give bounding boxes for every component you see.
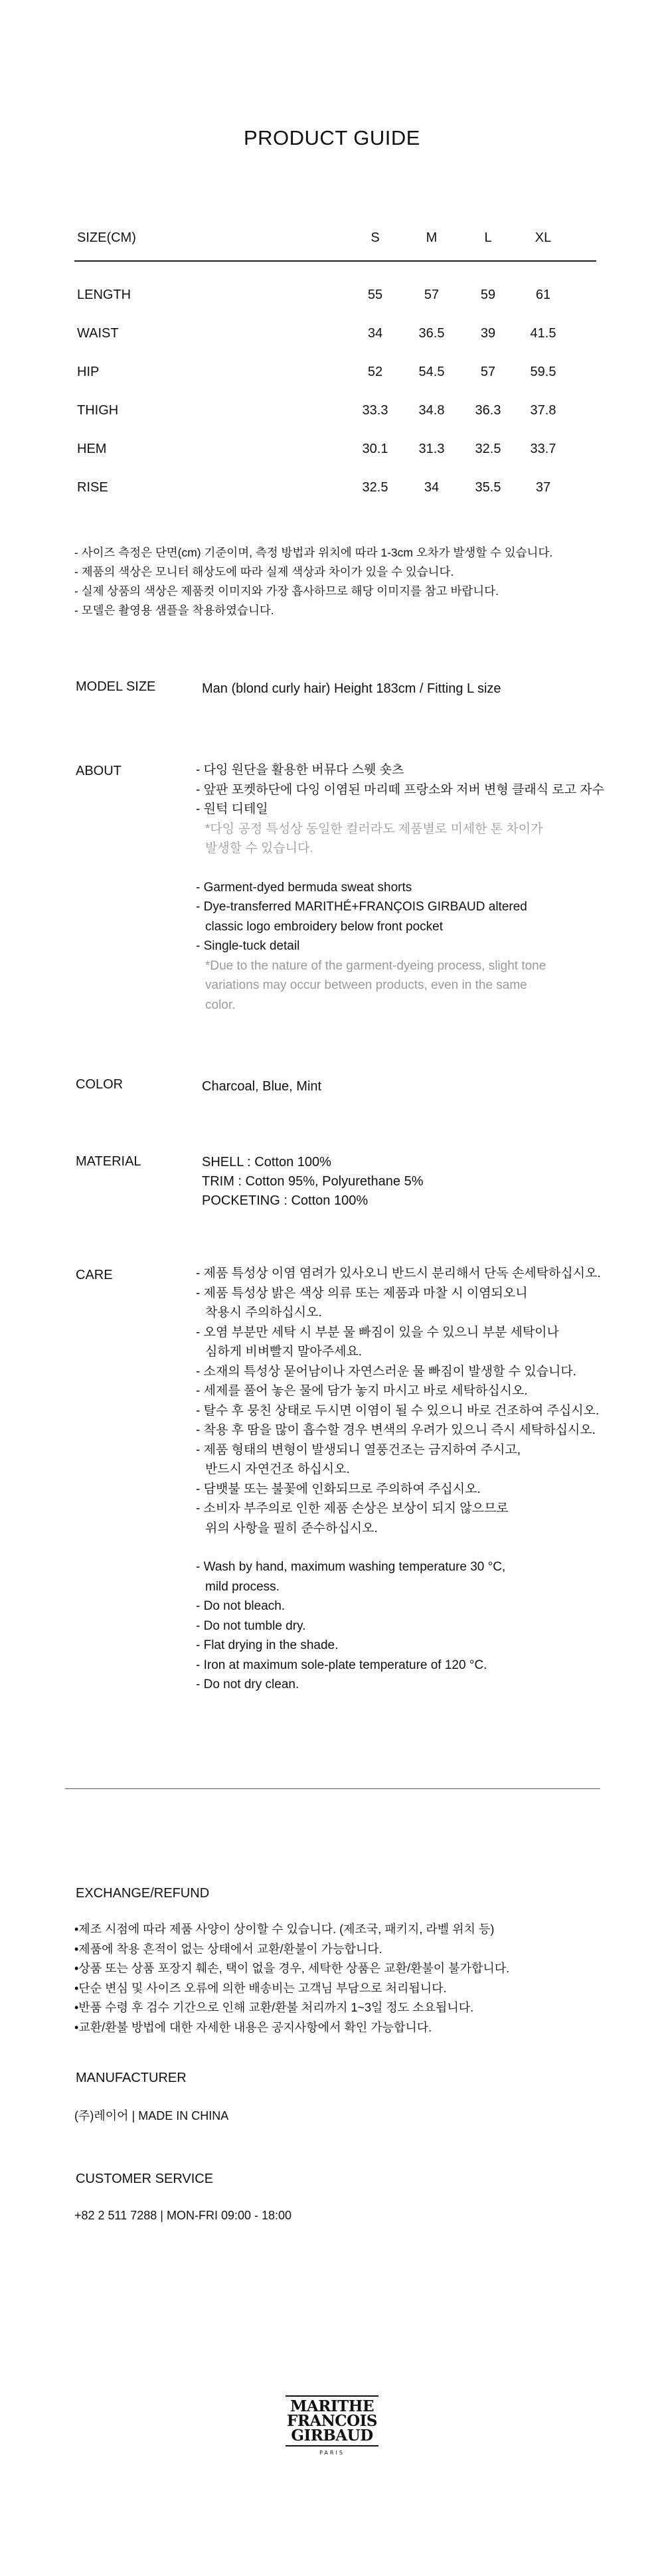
about-en-line: - Garment-dyed bermuda sweat shorts xyxy=(196,880,412,895)
exchange-line: •반품 수령 후 검수 기간으로 인해 교환/환불 처리까지 1~3일 정도 소요됩니다. xyxy=(74,2001,474,2014)
cell-m: 54.5 xyxy=(418,365,445,379)
color-label: COLOR xyxy=(76,1077,124,1092)
table-row xyxy=(74,480,596,519)
row-label: RISE xyxy=(77,480,108,495)
about-ko-line: - 다잉 원단을 활용한 버뮤다 스웻 숏츠 xyxy=(196,763,404,777)
about-en-note: color. xyxy=(205,997,236,1012)
care-en-line: - Do not bleach. xyxy=(196,1599,286,1613)
about-en-line: - Single-tuck detail xyxy=(196,939,300,953)
color-value: Charcoal, Blue, Mint xyxy=(202,1079,322,1094)
exchange-line: •제품에 착용 흔적이 없는 상태에서 교환/환불이 가능합니다. xyxy=(74,1942,382,1956)
cell-m: 34.8 xyxy=(418,403,445,418)
care-ko-line: - 담뱃불 또는 불꽃에 인화되므로 주의하여 주십시오. xyxy=(196,1482,481,1496)
cell-xl: 61 xyxy=(535,288,551,302)
about-en-note: variations may occur between products, even in the same xyxy=(205,978,527,992)
about-ko-note: 발생할 수 있습니다. xyxy=(205,841,313,855)
cell-s: 30.1 xyxy=(362,442,388,456)
care-ko-line: - 소비자 부주의로 인한 제품 손상은 보상이 되지 않으므로 xyxy=(196,1502,509,1515)
row-label: THIGH xyxy=(77,403,119,418)
cell-l: 39 xyxy=(480,326,496,341)
table-row xyxy=(74,326,596,365)
size-table-header xyxy=(74,230,596,288)
header-m: M xyxy=(426,230,438,245)
care-en-line: mild process. xyxy=(205,1579,280,1594)
care-ko-line: 심하게 비벼빨지 말아주세요. xyxy=(205,1345,363,1359)
cell-m: 31.3 xyxy=(418,442,445,456)
table-row xyxy=(74,288,596,326)
cell-l: 32.5 xyxy=(475,442,501,456)
exchange-line: •제조 시점에 따라 제품 사양이 상이할 수 있습니다. (제조국, 패키지, 라벨 위치 등) xyxy=(74,1923,495,1936)
care-en-line: - Wash by hand, maximum washing temperature 30 °C, xyxy=(196,1560,506,1574)
header-s: S xyxy=(371,230,380,245)
care-en-line: - Do not dry clean. xyxy=(196,1677,299,1691)
about-ko-line: - 앞판 포켓하단에 다잉 이염된 마리떼 프랑소와 저버 변형 클래식 로고 자수 xyxy=(196,782,605,797)
about-ko-note: *다잉 공정 특성상 동일한 컬러라도 제품별로 미세한 톤 차이가 xyxy=(205,821,543,836)
header-xl: XL xyxy=(535,230,552,245)
customer-service-label: CUSTOMER SERVICE xyxy=(76,2172,214,2186)
model-size-label: MODEL SIZE xyxy=(76,679,156,694)
about-content xyxy=(196,760,604,1015)
care-ko-line: 착용시 주의하십시오. xyxy=(205,1306,322,1320)
size-notes xyxy=(74,543,552,620)
about-en-line: classic logo embroidery below front pocket xyxy=(205,919,444,934)
note-line: - 제품의 색상은 모니터 해상도에 따라 실제 색상과 차이가 있을 수 있습니다. xyxy=(74,565,454,578)
note-line: - 사이즈 측정은 단면(cm) 기준이며, 측정 방법과 위치에 따라 1-3cm 오차가 발생할 수 있습니다. xyxy=(74,546,553,559)
care-en-line: - Flat drying in the shade. xyxy=(196,1638,339,1652)
material-line: TRIM : Cotton 95%, Polyurethane 5% xyxy=(202,1174,424,1189)
cell-xl: 37.8 xyxy=(530,403,556,418)
material-label: MATERIAL xyxy=(76,1154,141,1169)
cell-xl: 59.5 xyxy=(530,365,556,379)
care-ko-line: - 오염 부분만 세탁 시 부분 물 빠짐이 있을 수 있으니 부분 세탁이나 xyxy=(196,1325,559,1339)
cell-s: 34 xyxy=(367,326,383,341)
customer-service-value: +82 2 511 7288 | MON-FRI 09:00 - 18:00 xyxy=(74,2209,292,2222)
cell-l: 35.5 xyxy=(475,480,501,495)
page-title: PRODUCT GUIDE xyxy=(243,126,420,149)
row-label: HEM xyxy=(77,442,107,456)
care-label: CARE xyxy=(76,1268,113,1282)
table-row xyxy=(74,365,596,403)
exchange-line: •상품 또는 상품 포장지 훼손, 택이 없을 경우, 세탁한 상품은 교환/환불이 불가합니다. xyxy=(74,1962,510,1975)
exchange-label: EXCHANGE/REFUND xyxy=(76,1886,210,1901)
care-ko-line: - 착용 후 땀을 많이 흡수할 경우 변색의 우려가 있으니 즉시 세탁하십시오. xyxy=(196,1423,596,1437)
size-table xyxy=(74,230,596,519)
care-ko-line: - 제품 특성상 이염 염려가 있사오니 반드시 분리해서 단독 손세탁하십시오. xyxy=(196,1266,601,1280)
logo-sub: PARIS xyxy=(319,2450,345,2456)
logo-word: MARITHE xyxy=(290,2397,374,2415)
cell-s: 52 xyxy=(367,365,383,379)
note-line: - 실제 상품의 색상은 제품컷 이미지와 가장 흡사하므로 해당 이미지를 참고 바랍니다. xyxy=(74,584,499,598)
brand-logo xyxy=(284,2395,380,2456)
cell-s: 32.5 xyxy=(362,480,388,495)
manufacturer-label: MANUFACTURER xyxy=(76,2071,187,2085)
cell-xl: 41.5 xyxy=(530,326,556,341)
exchange-line: •교환/환불 방법에 대한 자세한 내용은 공지사항에서 확인 가능합니다. xyxy=(74,2020,432,2034)
header-size-label: SIZE(CM) xyxy=(77,230,136,245)
care-ko-line: - 탈수 후 뭉친 상태로 두시면 이염이 될 수 있으니 바로 건조하여 주십시오. xyxy=(196,1403,600,1418)
table-row xyxy=(74,442,596,480)
about-en-line: - Dye-transferred MARITHÉ+FRANÇOIS GIRBAUD altered xyxy=(196,900,527,914)
logo-word: FRANCOIS xyxy=(286,2412,378,2430)
care-en-line: - Do not tumble dry. xyxy=(196,1618,306,1633)
cell-l: 59 xyxy=(480,288,496,302)
material-line: SHELL : Cotton 100% xyxy=(202,1155,331,1169)
care-ko-line: - 제품 특성상 밝은 색상 의류 또는 제품과 마찰 시 이염되오니 xyxy=(196,1286,528,1300)
note-line: - 모델은 촬영용 샘플을 착용하였습니다. xyxy=(74,604,274,617)
manufacturer-value: (주)레이어 | MADE IN CHINA xyxy=(74,2109,229,2122)
cell-m: 34 xyxy=(424,480,440,495)
logo-rule-bottom xyxy=(286,2445,378,2447)
material-content xyxy=(202,1153,424,1211)
header-l: L xyxy=(484,230,492,245)
cell-m: 36.5 xyxy=(418,326,445,341)
about-label: ABOUT xyxy=(76,764,122,778)
cell-xl: 37 xyxy=(535,480,551,495)
model-size-value: Man (blond curly hair) Height 183cm / Fitting L size xyxy=(202,681,501,696)
cell-s: 55 xyxy=(367,288,383,302)
cell-l: 57 xyxy=(480,365,496,379)
care-ko-line: 위의 사항을 필히 준수하십시오. xyxy=(205,1521,378,1535)
cell-l: 36.3 xyxy=(475,403,501,418)
care-ko-line: - 세제를 풀어 놓은 물에 담가 놓지 마시고 바로 세탁하십시오. xyxy=(196,1384,528,1398)
section-divider xyxy=(65,1788,600,1789)
row-label: LENGTH xyxy=(77,288,131,302)
cell-m: 57 xyxy=(424,288,440,302)
about-ko-line: - 원턱 디테일 xyxy=(196,802,268,816)
care-en-line: - Iron at maximum sole-plate temperature of 120 °C. xyxy=(196,1658,487,1672)
exchange-line: •단순 변심 및 사이즈 오류에 의한 배송비는 고객님 부담으로 처리됩니다. xyxy=(74,1981,447,1995)
care-ko-line: 반드시 자연건조 하십시오. xyxy=(205,1462,350,1476)
cell-s: 33.3 xyxy=(362,403,388,418)
row-label: HIP xyxy=(77,365,100,379)
logo-word: GIRBAUD xyxy=(291,2427,373,2445)
care-ko-line: - 소재의 특성상 묻어남이나 자연스러운 물 빠짐이 발생할 수 있습니다. xyxy=(196,1364,577,1379)
care-content xyxy=(196,1264,601,1695)
row-label: WAIST xyxy=(77,326,119,341)
about-en-note: *Due to the nature of the garment-dyeing process, slight tone xyxy=(205,958,546,973)
cell-xl: 33.7 xyxy=(530,442,556,456)
material-line: POCKETING : Cotton 100% xyxy=(202,1193,369,1208)
table-row xyxy=(74,403,596,442)
exchange-content xyxy=(74,1920,509,2037)
care-ko-line: - 제품 형태의 변형이 발생되니 열풍건조는 금지하여 주시고, xyxy=(196,1442,521,1457)
